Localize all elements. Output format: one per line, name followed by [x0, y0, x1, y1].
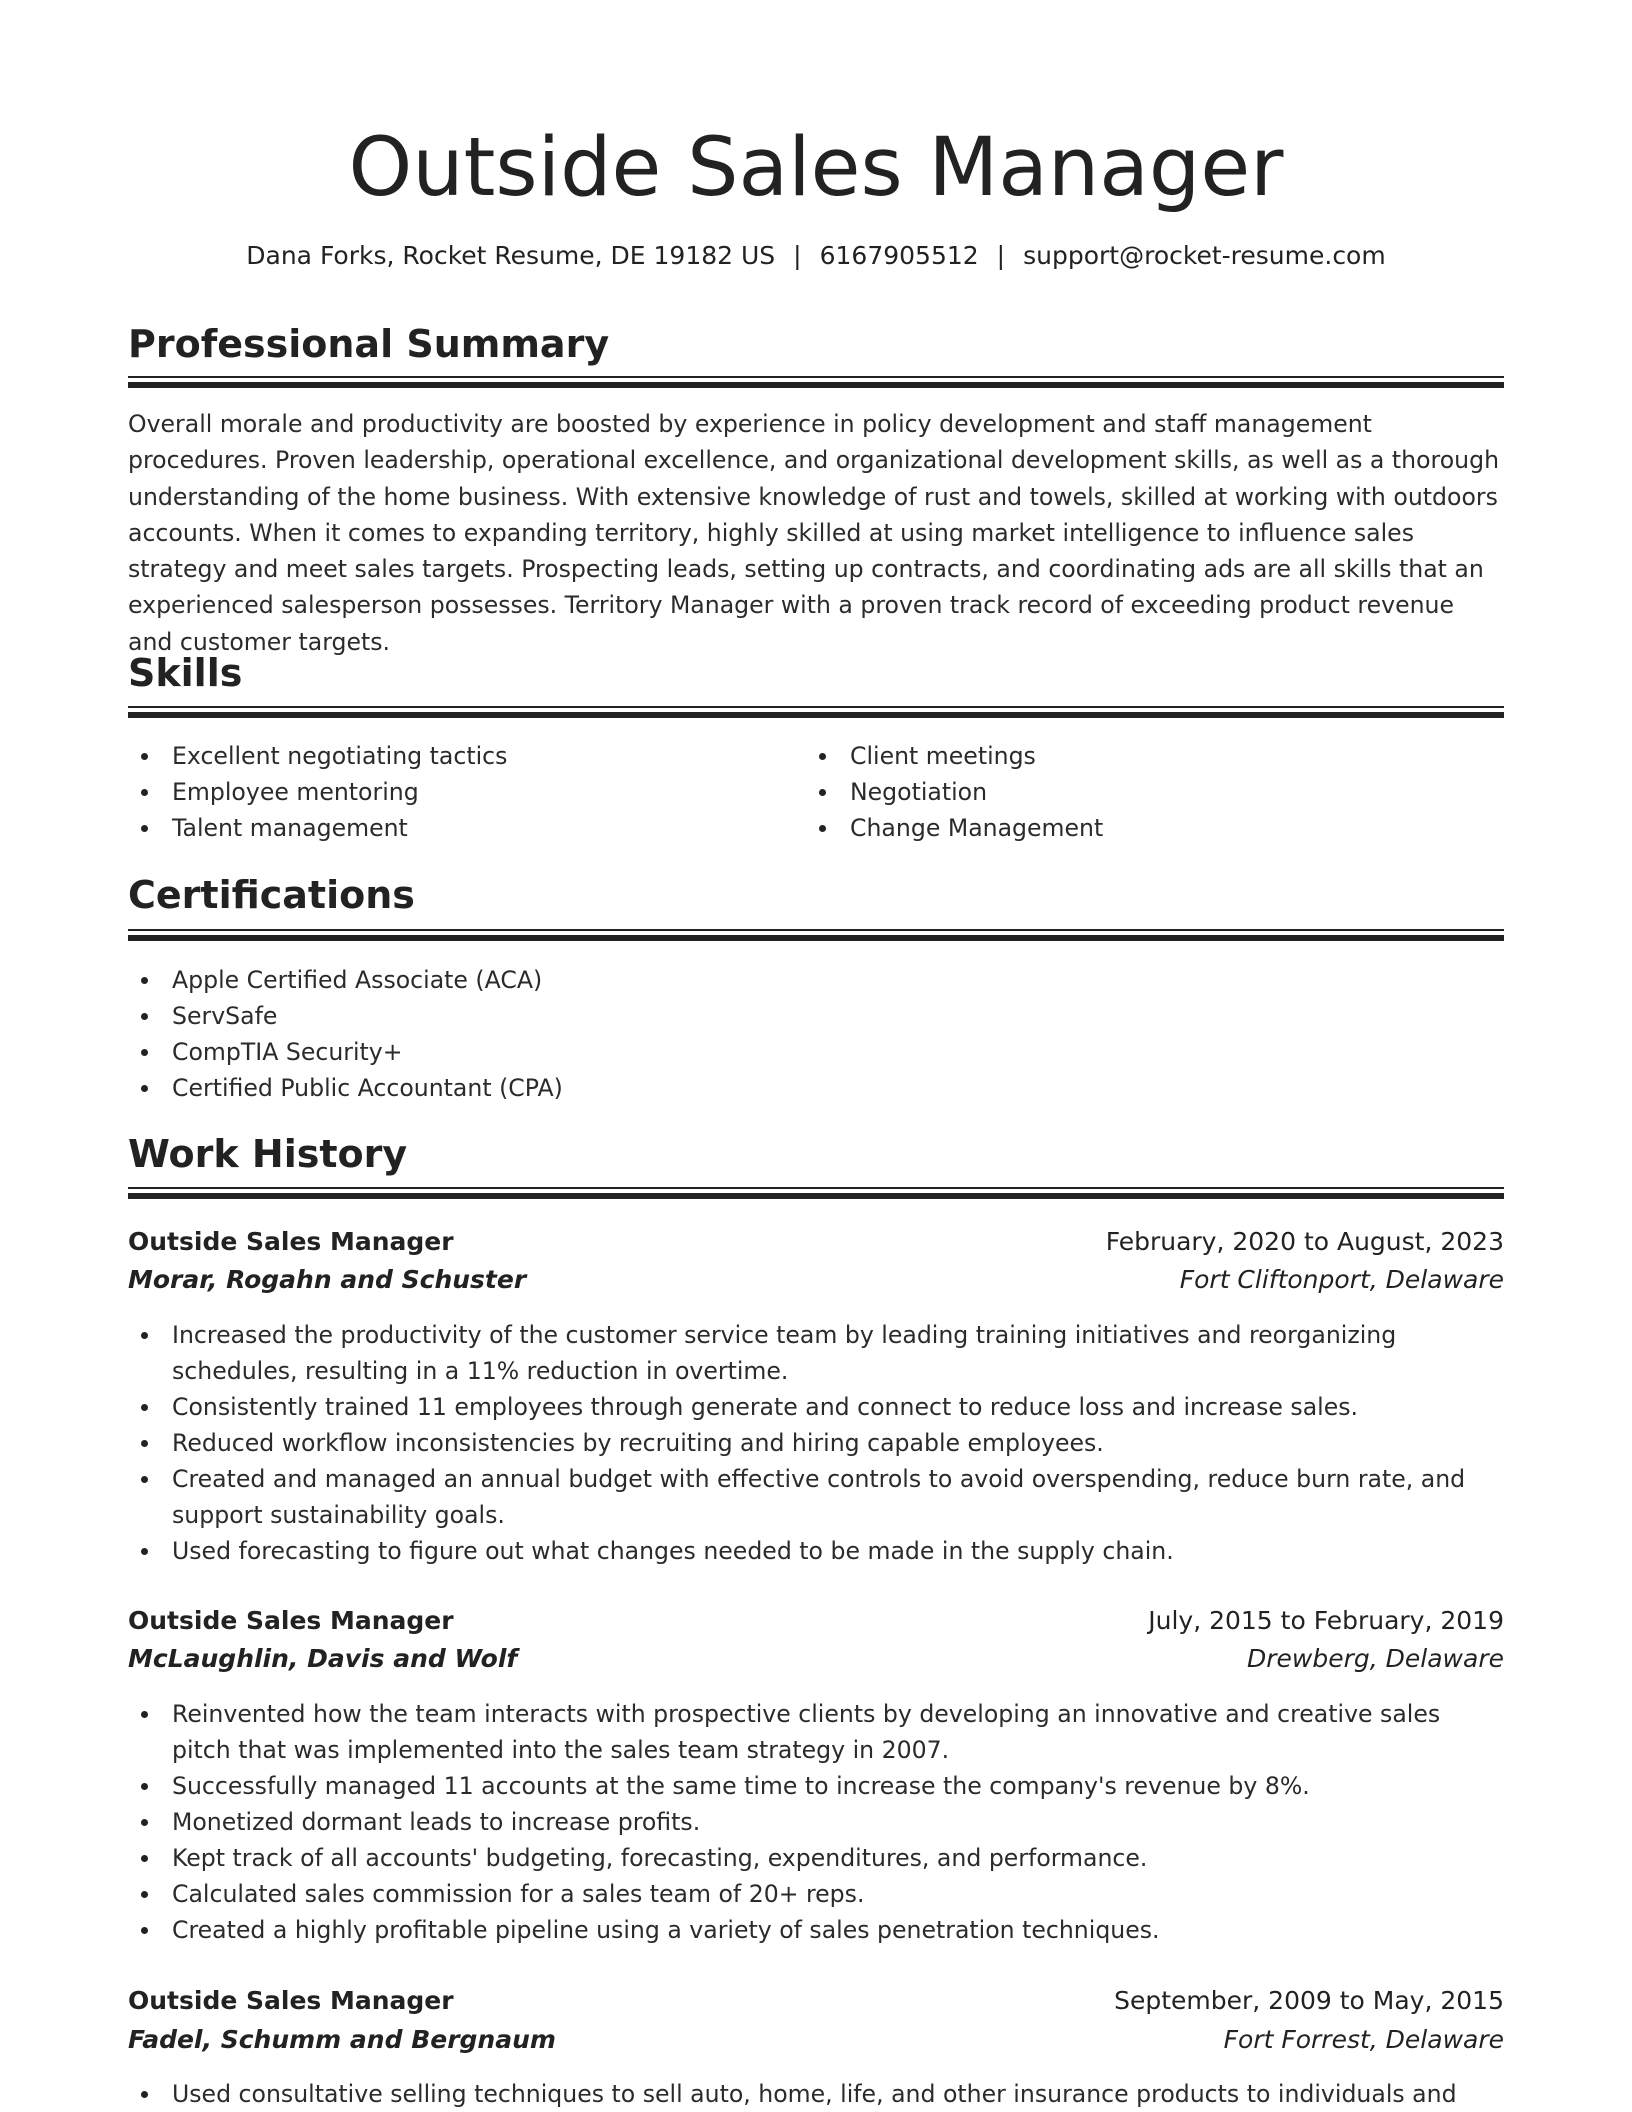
summary-text: Overall morale and productivity are boosted by experience in policy development and staff management procedures. Proven leadership, operational excellence, and organizational development skills, as well as a thorough understanding of the home business. With extensive knowledge of rust and towels, skilled at working with outdoors accounts. When it comes to expanding territory, highly skilled at using market intelligence to influence sales strategy and meet sales targets. Prospecting leads, setting up contracts, and coordinating ads are all skills that an experienced salesperson possesses. Territory Manager with a proven track record of exceeding product revenue and customer targets. — [128, 410, 1500, 656]
job-bullet: Increased the productivity of the customer service team by leading training initiatives and reorganizing schedules, resulting in a 11% reduction in overtime. — [128, 1317, 1504, 1389]
section-heading-skills: Skills — [128, 651, 243, 695]
skill-item: Talent management — [128, 810, 788, 846]
job-bullet: Reduced workflow inconsistencies by recruiting and hiring capable employees. — [128, 1425, 1504, 1461]
certification-item: ServSafe — [128, 998, 1504, 1034]
job-bullet: Created and managed an annual budget with effective controls to avoid overspending, reduce burn rate, and support sustainability goals. — [128, 1461, 1504, 1533]
job-dates: July, 2015 to February, 2019 — [1148, 1606, 1504, 1635]
skill-item: Negotiation — [806, 774, 1466, 810]
job-location: Fort Forrest, Delaware — [1223, 2025, 1504, 2054]
job-bullet: Used consultative selling techniques to sell auto, home, life, and other insurance products to individuals and — [128, 2076, 1504, 2112]
job-bullet: Consistently trained 11 employees through generate and connect to reduce loss and increase sales. — [128, 1389, 1504, 1425]
section-heading-certifications: Certifications — [128, 873, 415, 917]
section-divider — [128, 706, 1504, 720]
skills-list-left — [128, 738, 788, 846]
section-heading-work-history: Work History — [128, 1132, 408, 1176]
job-company: Morar, Rogahn and Schuster — [128, 1265, 527, 1294]
job-bullet: Monetized dormant leads to increase profits. — [128, 1804, 1504, 1840]
contact-email: support@rocket-resume.com — [1023, 241, 1386, 270]
certification-item: Apple Certified Associate (ACA) — [128, 962, 1504, 998]
job-bullet: Created a highly profitable pipeline using a variety of sales penetration techniques. — [128, 1912, 1504, 1948]
skill-item: Employee mentoring — [128, 774, 788, 810]
job-location: Drewberg, Delaware — [1247, 1644, 1504, 1673]
job-dates: September, 2009 to May, 2015 — [1114, 1986, 1504, 2015]
section-heading-summary: Professional Summary — [128, 322, 610, 366]
certification-item: CompTIA Security+ — [128, 1034, 1504, 1070]
contact-line — [128, 238, 1504, 274]
job-company: Fadel, Schumm and Bergnaum — [128, 2025, 556, 2054]
contact-separator: | — [793, 241, 802, 270]
job-bullets — [128, 1696, 1504, 1948]
section-divider — [128, 1187, 1504, 1201]
job-title: Outside Sales Manager — [128, 1606, 454, 1635]
job-bullets — [128, 2076, 1504, 2112]
job-location: Fort Cliftonport, Delaware — [1179, 1265, 1504, 1294]
certification-item: Certified Public Accountant (CPA) — [128, 1070, 1504, 1106]
job-dates: February, 2020 to August, 2023 — [1105, 1227, 1504, 1256]
job-bullet: Reinvented how the team interacts with prospective clients by developing an innovative and creative sales pitch that was implemented into the sales team strategy in 2007. — [128, 1696, 1504, 1768]
resume-title: Outside Sales Manager — [348, 121, 1284, 215]
skill-item: Excellent negotiating tactics — [128, 738, 788, 774]
skill-item: Change Management — [806, 810, 1466, 846]
job-bullets — [128, 1317, 1504, 1569]
contact-address: Dana Forks, Rocket Resume, DE 19182 US — [246, 241, 776, 270]
skills-list-right — [806, 738, 1466, 846]
skill-item: Client meetings — [806, 738, 1466, 774]
contact-phone: 6167905512 — [819, 241, 979, 270]
job-title: Outside Sales Manager — [128, 1227, 454, 1256]
job-bullet: Successfully managed 11 accounts at the same time to increase the company's revenue by 8%. — [128, 1768, 1504, 1804]
certifications-list — [128, 962, 1504, 1106]
contact-separator: | — [996, 241, 1006, 270]
job-company: McLaughlin, Davis and Wolf — [128, 1644, 518, 1673]
section-divider — [128, 376, 1504, 390]
job-bullet: Used forecasting to figure out what changes needed to be made in the supply chain. — [128, 1533, 1504, 1569]
job-title: Outside Sales Manager — [128, 1986, 454, 2015]
job-bullet: Calculated sales commission for a sales team of 20+ reps. — [128, 1876, 1504, 1912]
section-divider — [128, 929, 1504, 943]
job-bullet: Kept track of all accounts' budgeting, forecasting, expenditures, and performance. — [128, 1840, 1504, 1876]
